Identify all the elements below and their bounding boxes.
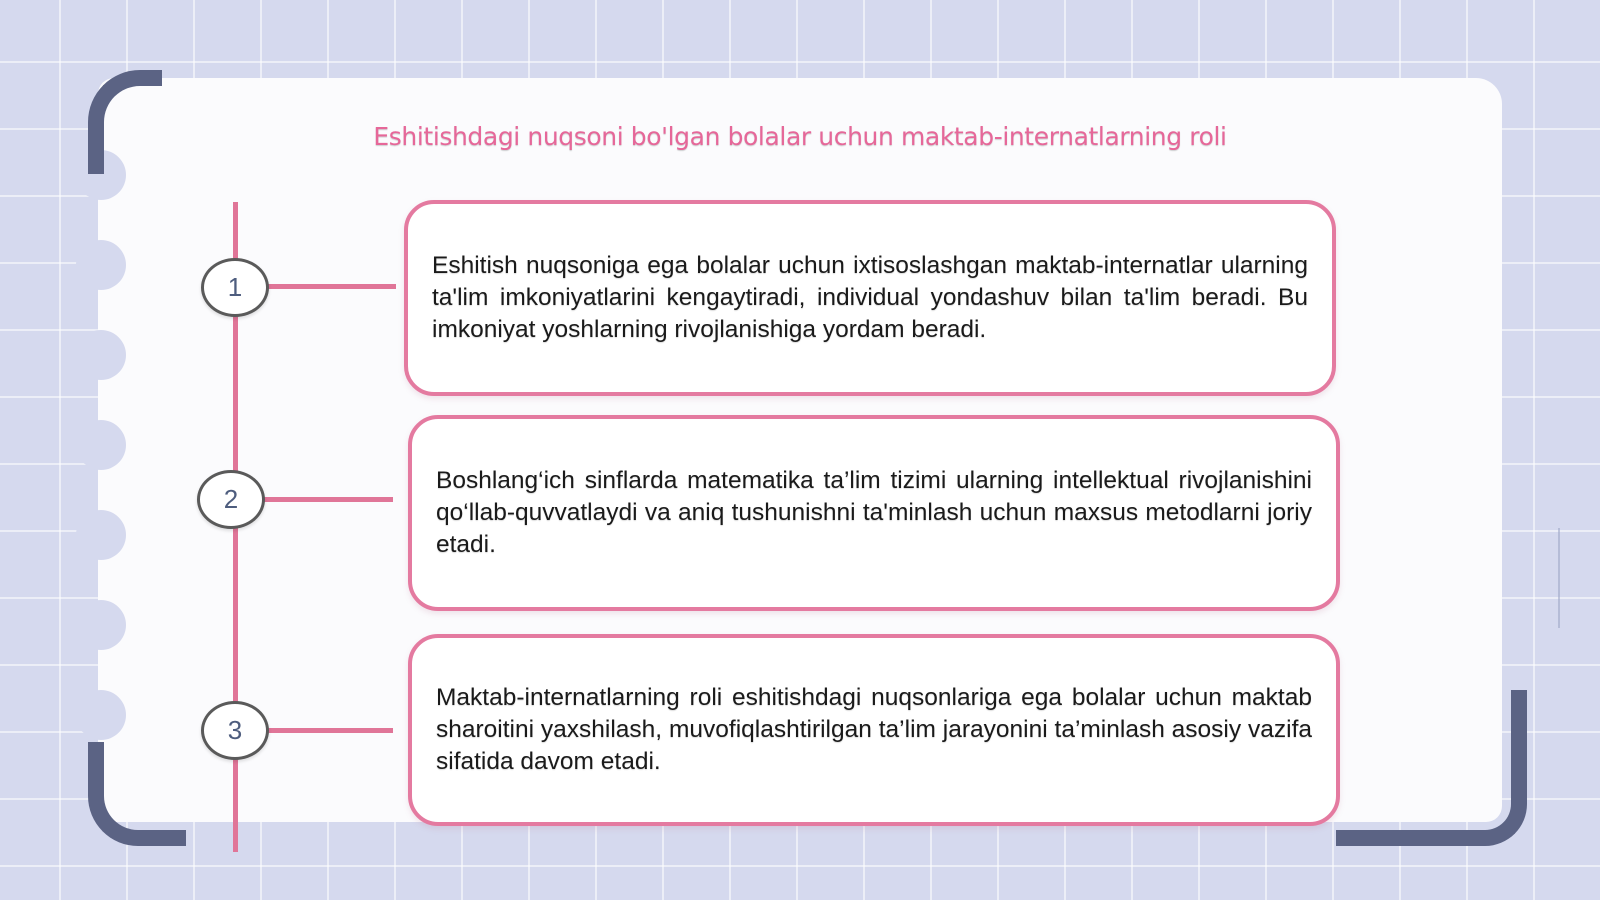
info-card-text: Maktab-internatlarning roli eshitishdagi nuqsonlariga ega bolalar uchun maktab sharoitini yaxshilash, muvofiqlashtirilgan ta’lim jarayonini ta’minlash asosiy vazifa sifatida davom etadi.: [436, 684, 1312, 775]
step-number-2: 2: [197, 470, 265, 529]
step-connector-1: [266, 284, 396, 289]
step-connector-2: [262, 497, 393, 502]
slide-title: Eshitishdagi nuqsoni bo'lgan bolalar uchun maktab-internatlarning roli: [373, 122, 1227, 151]
spiral-notch: [76, 690, 126, 740]
corner-bracket-bottom-left: [88, 742, 186, 846]
step-number-3: 3: [201, 701, 269, 760]
spiral-notch: [76, 240, 126, 290]
step-number-1: 1: [201, 258, 269, 317]
info-card-3: [408, 634, 1340, 826]
corner-bracket-bottom-right: [1336, 690, 1527, 846]
info-card-1: [404, 200, 1336, 396]
spiral-notch: [76, 600, 126, 650]
spiral-notch: [76, 420, 126, 470]
info-card-2: [408, 415, 1340, 611]
spiral-notch: [76, 330, 126, 380]
info-card-text: Boshlang‘ich sinflarda matematika ta’lim tizimi ularning intellektual rivojlanishini qo‘llab-quvvatlaydi va aniq tushunishni ta'minlash uchun maxsus metodlarni joriy etadi.: [436, 467, 1312, 558]
step-connector-3: [266, 728, 393, 733]
info-card-text: Eshitish nuqsoniga ega bolalar uchun ixtisoslashgan maktab-internatlar ularning ta'lim imkoniyatlarini kengaytiradi, individual yondashuv bilan ta'lim beradi. Bu imkoniyat yoshlarning rivojlanishiga yordam beradi.: [432, 252, 1308, 343]
spiral-notch: [76, 510, 126, 560]
background-grid-mark: [1558, 528, 1560, 628]
